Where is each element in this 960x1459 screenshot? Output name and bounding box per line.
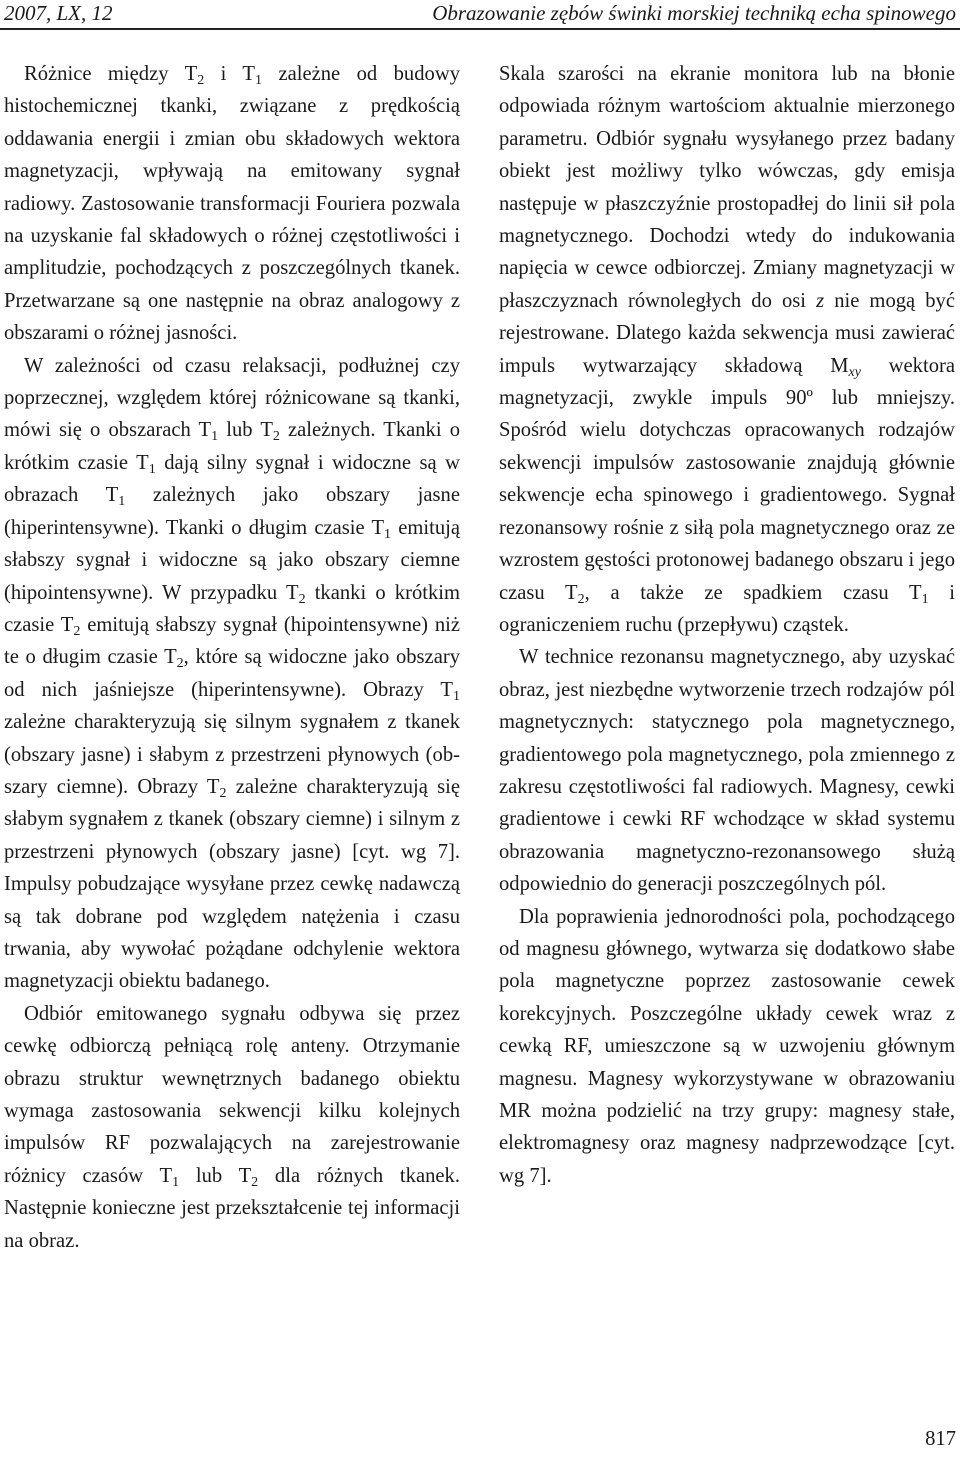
running-header [0, 0, 960, 28]
paragraph: W technice rezonansu magnetycznego, aby uzyskać obraz, jest niezbędne wytworzenie trzech rodzajów pól magnetycznych: statycznego pola magnetycznego, gradientowego pola magnetycznego, pola zmiennego z zakresu częstotliwości fal radiowych. Magnesy, cewki gradientowe i cewki RF wchodzące w skład systemu obrazowania magnetyczno-rezonansowego służą odpowiednio do generacji poszczególnych pól. [499, 646, 955, 896]
paragraph: W zależności od czasu relaksacji, podłużnej czy poprzecznej, względem której różnicowane są tkanki, mówi się o obszarach $T_1$ lub $T_2$ zależnych. Tkanki o krótkim czasie $T_1$ dają silny sygnał i widoczne są w obrazach $T_1$ zależnych jako obszary jasne (hiperintensywne). Tkanki o długim czasie $T_1$ emitują słabszy sygnał i widoczne są jako obszary ciemne (hipointensywne). W przypadku $T_2$ tkanki o krótkim czasie $T_2$ emitują słabszy sygnał (hipointensywne) niż te o długim czasie $T_2$, które są widoczne jako obszary od nich jaśniejsze (hiperintensywne). Obrazy $T_1$ zależne charakteryzują się silnym sygnałem z tkanek (obszary jasne) i słabym z przestrzeni płynowych (obszary ciemne). Obrazy $T_2$ zależne charakteryzują się słabym sygnałem z tkanek (obszary ciemne) i silnym z przestrzeni płynowych (obszary jasne) [cyt. wg 7]. Impulsy pobudzające wysyłane przez cewkę nadawczą są tak dobrane pod względem natężenia i czasu trwania, aby wywołać pożądane odchylenie wektora magnetyzacji obiektu badanego. [4, 354, 461, 993]
left-column [4, 58, 460, 1257]
paragraph: Skala szarości na ekranie monitora lub na błonie odpowiada różnym wartościom aktualnie mierzonego parametru. Odbiór sygnału wysyłanego przez badany obiekt jest możliwy tylko wówczas, gdy emisja następuje w płaszczyźnie prostopadłej do linii sił pola magnetycznego. Dochodzi wtedy do indukowania napięcia w cewce odbiorczej. Zmiany magnetyzacji w płaszczyznach równoległych do osi z nie mogą być rejestrowane. Dlatego każda sekwencja musi zawierać impuls wytwarzający składową $M_{xy}$ wektora magnetyzacji, zwykle impuls 90º lub mniejszy. Spośród wielu dotychczas opracowanych rodzajów sekwencji impulsów zastosowanie znajdują głównie sekwencje echa spinowego i gradientowego. Sygnał rezonansowy rośnie z siłą pola magnetycznego oraz ze wzrostem gęstości protonowej badanego obszaru i jego czasu $T_2$, a także ze spadkiem czasu $T_1$ i ograniczeniem ruchu (przepływu) cząstek. [499, 63, 955, 636]
paragraph: Różnice między $T_2$ i $T_1$ zależne od budowy histochemicznej tkanki, związane z prędkością oddawania energii i zmian obu składowych wektora magnetyzacji, wpływają na emitowany sygnał radiowy. Zastosowanie transformacji Fouriera pozwala na uzyskanie fal składowych o różnej częstotliwości i amplitudzie, pochodzących z poszczególnych tkanek. Przetwarzane są one następnie na obraz analogowy z obszarami o różnej jasności. [4, 63, 460, 345]
page-number: 817 [925, 1428, 956, 1450]
paragraph: Odbiór emitowanego sygnału odbywa się przez cewkę odbiorczą pełniącą rolę anteny. Otrzymanie obrazu struktur wewnętrznych badanego obiektu wymaga zastosowania sekwencji kilku kolejnych impulsów RF pozwalających na zarejestrowanie różnicy czasów $T_1$ lub $T_2$ dla różnych tkanek. Następnie konieczne jest przekształcenie tej informacji na obraz. [4, 1002, 460, 1252]
header-rule [0, 28, 960, 30]
article-short-title: Obrazowanie zębów świnki morskiej techniką echa spinowego [432, 1, 956, 25]
right-column [499, 58, 955, 1192]
journal-issue: 2007, LX, 12 [4, 1, 113, 25]
paragraph: Dla poprawienia jednorodności pola, pochodzącego od magnesu głównego, wytwarza się dodatkowo słabe pola magnetyczne poprzez zastosowanie cewek korekcyjnych. Poszczególne układy cewek wraz z cewką RF, umieszczone są w uzwojeniu głównym magnesu. Magnesy wykorzystywane w obrazowaniu MR można podzielić na trzy grupy: magnesy stałe, elektromagnesy oraz magnesy nadprzewodzące [cyt. wg 7]. [499, 905, 955, 1187]
